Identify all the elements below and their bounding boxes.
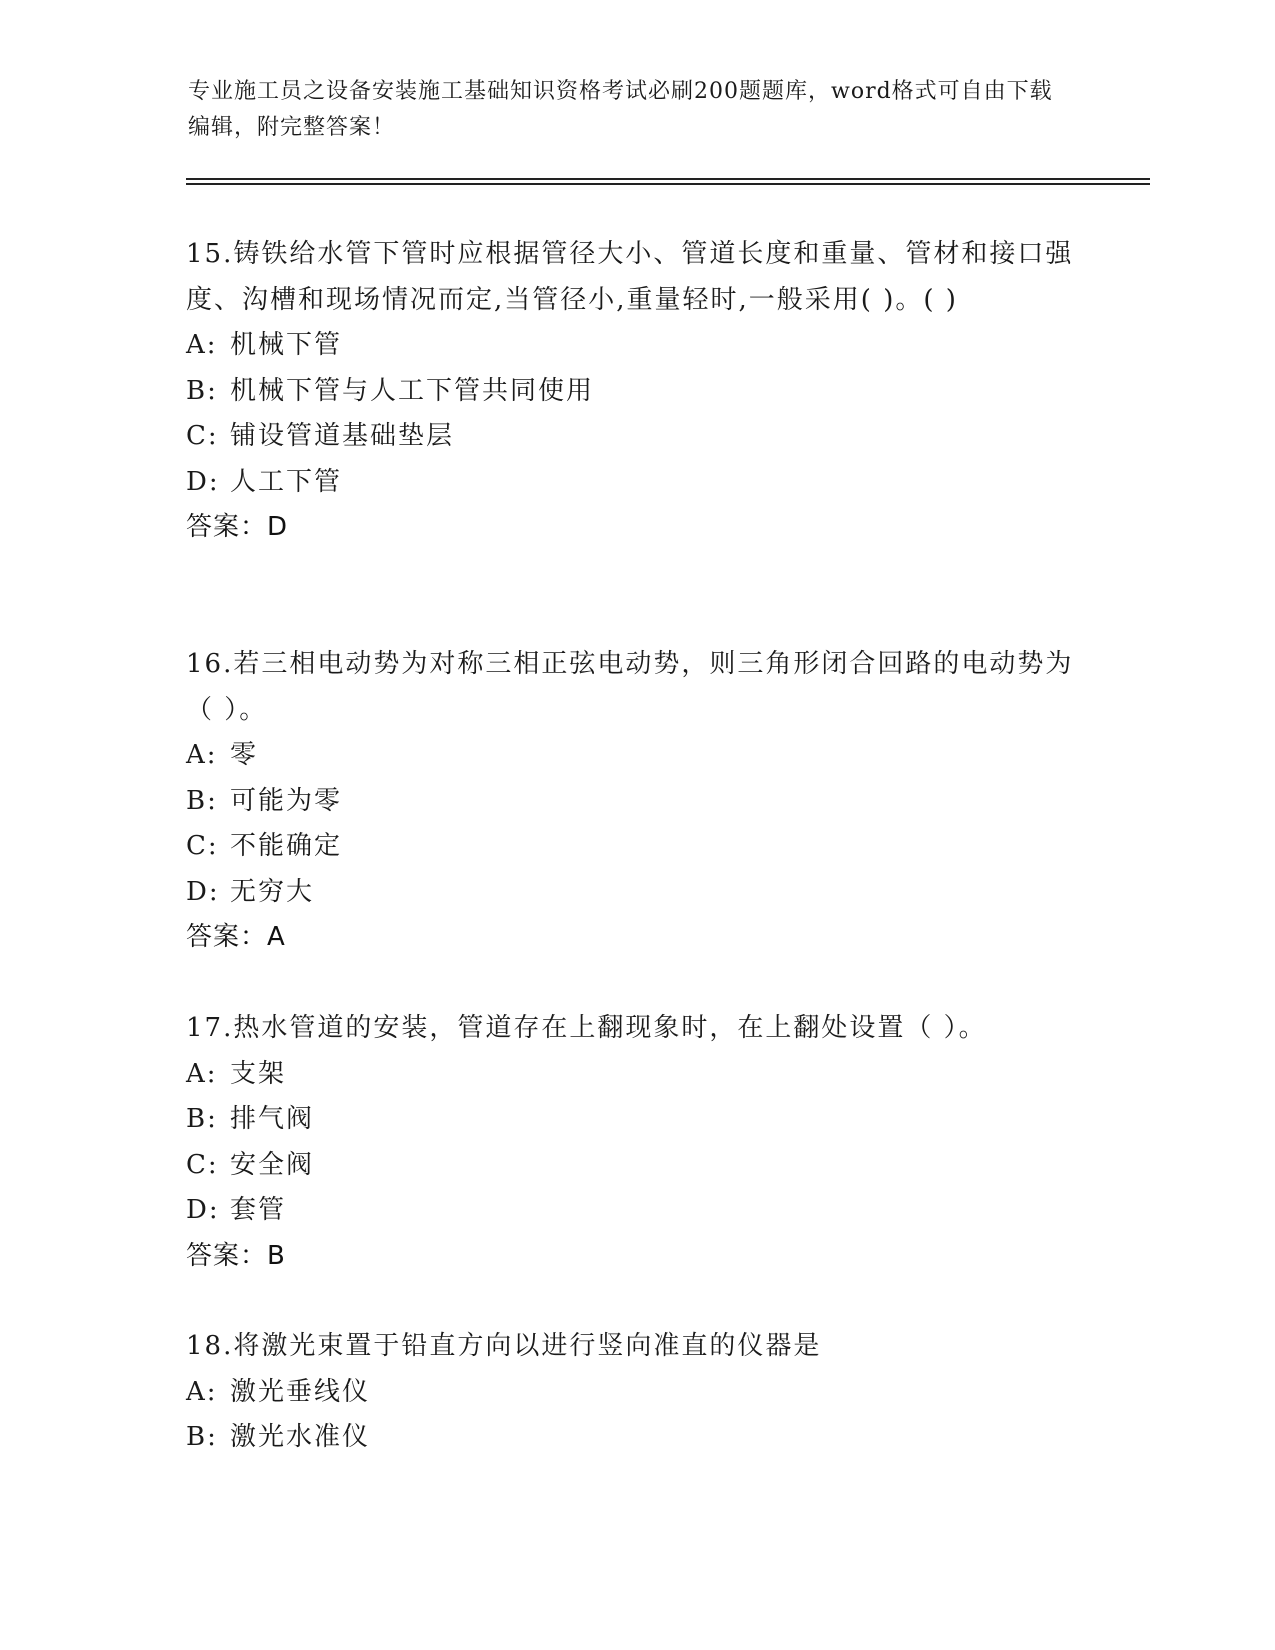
option-c — [186, 824, 1086, 870]
question-16 — [186, 642, 1086, 961]
option-d — [186, 870, 1086, 916]
answer-text: 答案：A — [186, 922, 286, 952]
answer-text: 答案：B — [186, 1240, 286, 1271]
option-letter: B: — [186, 1104, 218, 1134]
option-a — [186, 1052, 1086, 1098]
question-stem: 18.将激光束置于铅直方向以进行竖向准直的仪器是 — [186, 1331, 822, 1361]
option-a — [186, 1370, 1086, 1416]
option-text: 激光垂线仪 — [230, 1376, 371, 1407]
option-letter: A: — [186, 740, 218, 770]
option-letter: A: — [186, 1376, 218, 1407]
option-c — [186, 1143, 1086, 1189]
document-header: 专业施工员之设备安装施工基础知识资格考试必刷200题题库，word格式可自由下载编辑，附完整答案！ — [188, 79, 1053, 140]
option-text: 铺设管道基础垫层 — [230, 421, 455, 451]
option-text: 套管 — [230, 1195, 287, 1225]
option-b — [186, 369, 1086, 415]
option-letter: D: — [186, 1195, 220, 1225]
option-letter: C: — [186, 831, 219, 861]
option-d — [186, 460, 1086, 506]
option-letter: C: — [186, 421, 219, 451]
option-letter: D: — [186, 876, 220, 907]
option-letter: D: — [186, 466, 220, 497]
option-text: 排气阀 — [230, 1104, 315, 1134]
question-stem: 16.若三相电动势为对称三相正弦电动势，则三角形闭合回路的电动势为（ ）。 — [186, 649, 1074, 725]
option-text: 无穷大 — [230, 876, 315, 907]
answer-text: 答案：D — [186, 512, 289, 542]
option-letter: C: — [186, 1149, 219, 1180]
option-text: 可能为零 — [230, 785, 343, 816]
option-text: 不能确定 — [230, 831, 343, 861]
option-a — [186, 323, 1086, 369]
option-letter: B: — [186, 785, 218, 816]
question-18 — [186, 1324, 1086, 1461]
option-b — [186, 779, 1086, 825]
question-stem: 15.铸铁给水管下管时应根据管径大小、管道长度和重量、管材和接口强度、沟槽和现场情况而定,当管径小,重量轻时,一般采用( )。( ) — [186, 239, 1074, 315]
option-text: 机械下管 — [230, 330, 343, 360]
option-b — [186, 1097, 1086, 1143]
option-letter: A: — [186, 330, 218, 360]
option-text: 机械下管与人工下管共同使用 — [230, 375, 595, 406]
header-rule-bottom — [186, 183, 1150, 185]
option-a — [186, 733, 1086, 779]
option-letter: A: — [186, 1058, 218, 1089]
option-text: 人工下管 — [230, 466, 343, 497]
option-b — [186, 1415, 1086, 1461]
question-17 — [186, 1006, 1086, 1279]
option-text: 安全阀 — [230, 1149, 315, 1180]
option-d — [186, 1188, 1086, 1234]
question-15 — [186, 232, 1086, 551]
option-letter: B: — [186, 1422, 218, 1452]
option-letter: B: — [186, 375, 218, 406]
option-text: 激光水准仪 — [230, 1422, 371, 1452]
question-stem: 17.热水管道的安装，管道存在上翻现象时，在上翻处设置（ ）。 — [186, 1013, 987, 1043]
option-text: 零 — [230, 740, 259, 770]
option-c — [186, 414, 1086, 460]
header-rule-top — [186, 178, 1150, 180]
option-text: 支架 — [230, 1058, 287, 1089]
